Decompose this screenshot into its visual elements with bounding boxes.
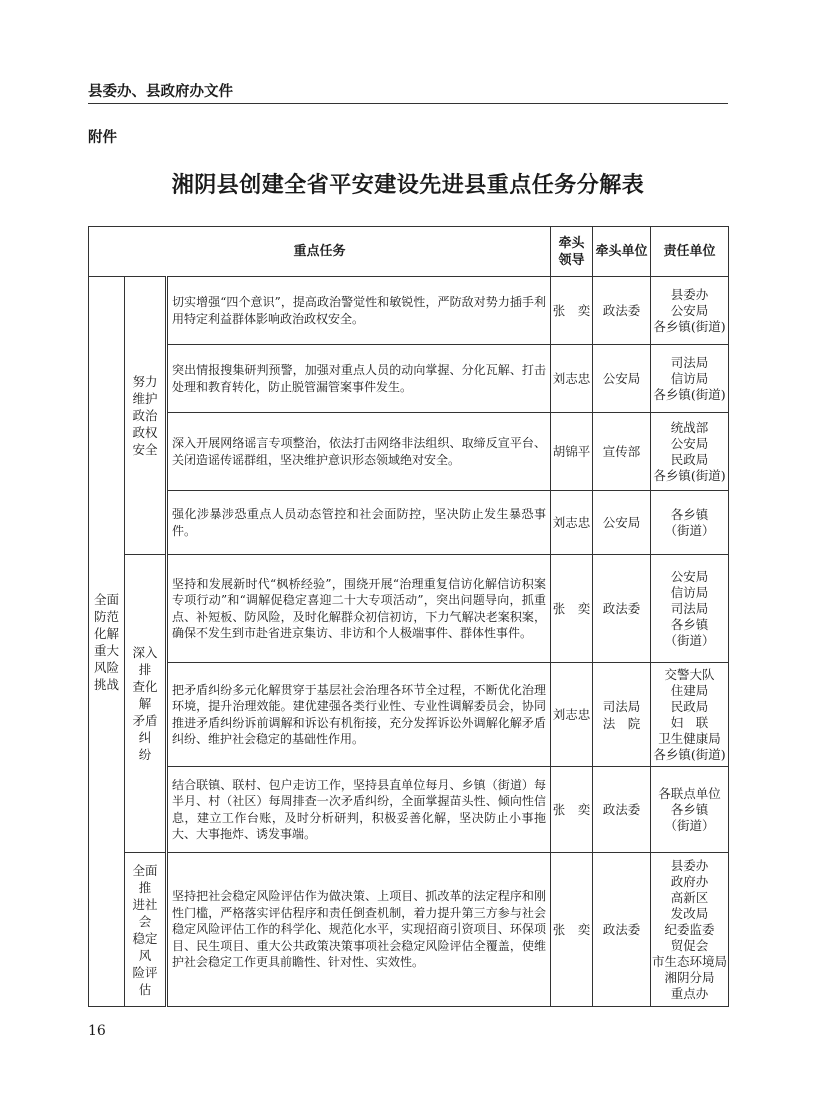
resp-unit-item: 民政局 [670,698,709,714]
resp-unit-item: 司法局 [670,600,709,616]
leader-cell: 刘志忠 [551,663,593,767]
table-row [89,413,729,491]
resp-units-cell [651,853,729,1007]
header-resp-units: 责任单位 [651,227,729,277]
resp-unit-item: 妇 联 [670,714,709,730]
resp-unit-item: 司法局 [670,354,709,370]
resp-unit-item: 贸促会 [670,937,709,953]
attachment-label: 附件 [88,130,117,146]
resp-unit-item: （街道） [664,632,715,648]
table-row [89,555,729,663]
lead-unit-cell: 政法委 [593,555,651,663]
task-cell: 坚持和发展新时代“枫桥经验”，围绕开展“治理重复信访化解信访积案专项行动”和“调解促稳定喜迎二十大专项活动”，突出问题导向，抓重点、补短板、防风险，及时化解群众初信初访，下力气解决老案积案，确保不发生到市赴省进京集访、非访和个人极端事件、群体性事件。 [167,555,551,663]
lead-unit-cell: 司法局 法 院 [593,663,651,767]
table-row [89,853,729,1007]
resp-unit-item: 住建局 [670,682,709,698]
leader-cell: 张 奕 [551,555,593,663]
leader-cell: 胡锦平 [551,413,593,491]
resp-unit-item: 县委办 [670,857,709,873]
lead-unit-cell: 公安局 [593,491,651,555]
task-cell: 强化涉暴涉恐重点人员动态管控和社会面防控，坚决防止发生暴恐事件。 [167,491,551,555]
table-row [89,767,729,853]
lead-unit-cell: 政法委 [593,767,651,853]
resp-units-cell [651,663,729,767]
leader-cell: 刘志忠 [551,491,593,555]
resp-unit-item: 各乡镇(街道) [653,467,726,483]
task-breakdown-table [88,226,729,1007]
task-cell: 把矛盾纠纷多元化解贯穿于基层社会治理各环节全过程，不断优化治理环境，提升治理效能。建优建强各类行业性、专业性调解委员会，协同推进矛盾纠纷诉前调解和诉讼有机衔接，充分发挥诉讼外调解化解矛盾纠纷、维护社会稳定的基础性作用。 [167,663,551,767]
resp-unit-item: 各乡镇(街道) [653,386,726,402]
resp-unit-item: 各乡镇(街道) [653,318,726,334]
running-header: 县委办、县政府办文件 [88,84,233,100]
document-title: 湘阴县创建全省平安建设先进县重点任务分解表 [171,173,645,198]
header-leader: 牵头 领导 [551,227,593,277]
page-number: 16 [88,1023,106,1039]
header-task: 重点任务 [89,227,551,277]
leader-cell: 张 奕 [551,277,593,345]
group-cell: 深入排 查化解 矛盾纠 纷 [125,555,167,853]
resp-unit-item: 市生态环境局 [651,953,727,969]
task-cell: 深入开展网络谣言专项整治，依法打击网络非法组织、取缔反宣平台、关闭造谣传谣群组，坚决维护意识形态领域绝对安全。 [167,413,551,491]
table-header-row [89,227,729,277]
leader-cell: 张 奕 [551,853,593,1007]
resp-unit-item: 公安局 [670,302,709,318]
resp-units-cell [651,555,729,663]
group-cell: 全面推 进社会 稳定风 险评估 [125,853,167,1007]
task-cell: 切实增强“四个意识”，提高政治警觉性和敏锐性，严防敌对势力插手利用特定利益群体影响政治政权安全。 [167,277,551,345]
resp-unit-item: 信访局 [670,370,709,386]
resp-unit-item: 高新区 [670,889,709,905]
resp-unit-item: 纪委监委 [664,921,715,937]
resp-unit-item: 卫生健康局 [658,730,721,746]
lead-unit-cell: 政法委 [593,277,651,345]
resp-units-cell [651,345,729,413]
leader-cell: 张 奕 [551,767,593,853]
resp-unit-item: 各乡镇(街道) [653,746,726,762]
resp-unit-item: 信访局 [670,584,709,600]
table-row [89,491,729,555]
group-cell: 努力 维护 政治 政权 安全 [125,277,167,555]
header-rule [88,103,728,104]
header-lead-unit: 牵头单位 [593,227,651,277]
resp-unit-item: 发改局 [670,905,709,921]
task-cell: 结合联镇、联村、包户走访工作，坚持县直单位每月、乡镇（街道）每半月、村（社区）每周排查一次矛盾纠纷，全面掌握苗头性、倾向性信息，建立工作台账，及时分析研判，积极妥善化解，坚决防止小事拖大、大事拖炸、诱发事端。 [167,767,551,853]
resp-unit-item: 各乡镇 [670,616,709,632]
table-row [89,277,729,345]
resp-unit-item: 各联点单位 [658,785,721,801]
table-row [89,663,729,767]
resp-units-cell [651,491,729,555]
resp-unit-item: 政府办 [670,873,709,889]
lead-unit-cell: 宣传部 [593,413,651,491]
resp-units-cell [651,767,729,853]
category-cell: 全面 防范 化解 重大 风险 挑战 [89,277,125,1007]
task-cell: 突出情报搜集研判预警，加强对重点人员的动向掌握、分化瓦解、打击处理和教育转化，防止脱管漏管案事件发生。 [167,345,551,413]
resp-unit-item: 交警大队 [664,666,715,682]
resp-unit-item: 各乡镇 [670,506,709,522]
leader-cell: 刘志忠 [551,345,593,413]
resp-units-cell [651,277,729,345]
resp-unit-item: 湘阴分局 [664,969,715,985]
resp-units-cell [651,413,729,491]
resp-unit-item: 重点办 [670,985,709,1001]
resp-unit-item: 民政局 [670,451,709,467]
task-cell: 坚持把社会稳定风险评估作为做决策、上项目、抓改革的法定程序和刚性门槛，严格落实评估程序和责任倒查机制，着力提升第三方参与社会稳定风险评估工作的科学化、规范化水平，实现招商引资项目、环保项目、民生项目、重大公共政策决策事项社会稳定风险评估全覆盖，使维护社会稳定工作更具前瞻性、针对性、实效性。 [167,853,551,1007]
resp-unit-item: （街道） [664,817,715,833]
resp-unit-item: 公安局 [670,435,709,451]
resp-unit-item: 各乡镇 [670,801,709,817]
lead-unit-cell: 公安局 [593,345,651,413]
lead-unit-cell: 政法委 [593,853,651,1007]
table-row [89,345,729,413]
resp-unit-item: 公安局 [670,568,709,584]
resp-unit-item: （街道） [664,522,715,538]
resp-unit-item: 县委办 [670,286,709,302]
resp-unit-item: 统战部 [670,419,709,435]
